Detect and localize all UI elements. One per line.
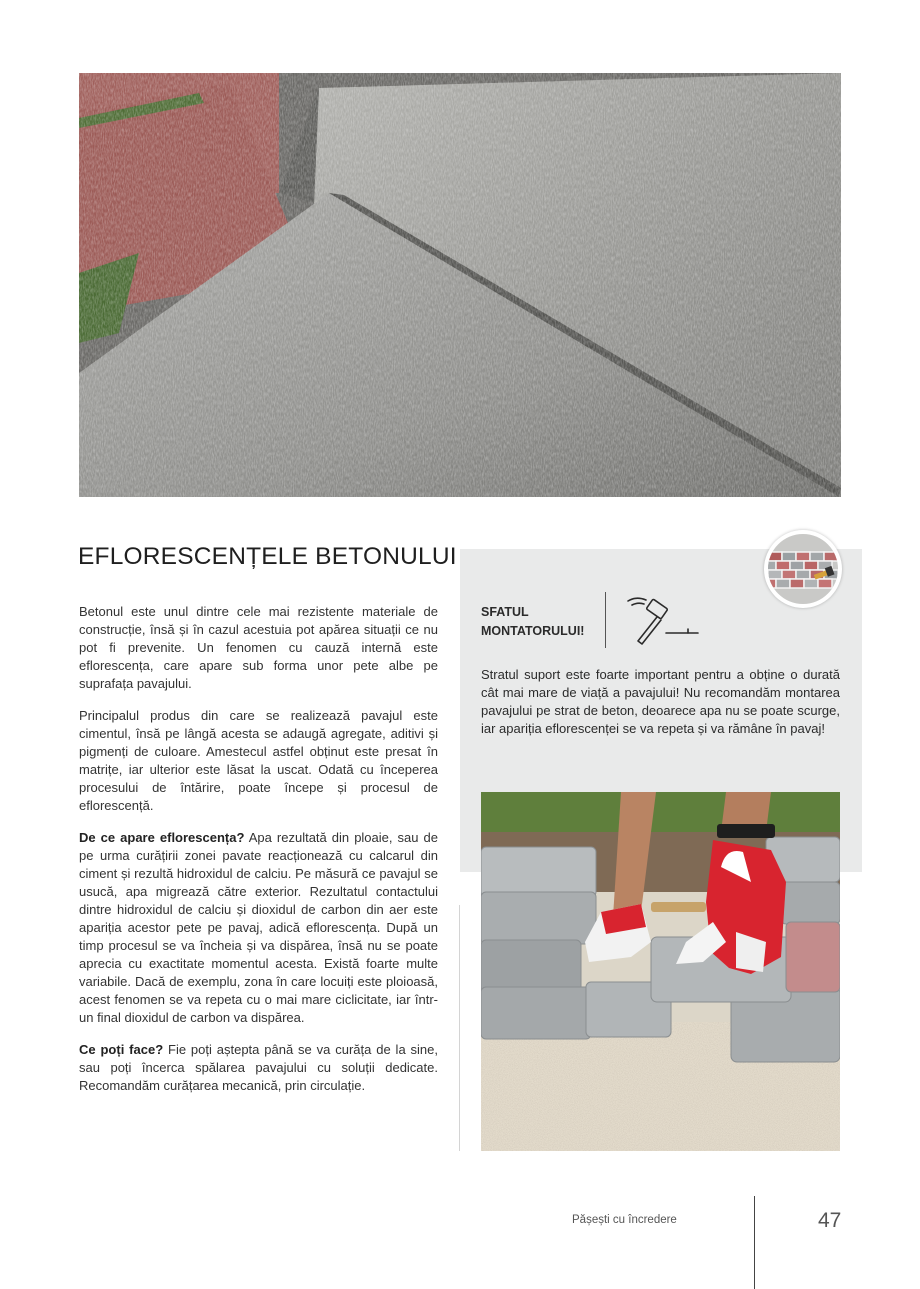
- installer-tip-label-line2: MONTATORULUI!: [481, 624, 585, 638]
- installer-tip-text: Stratul suport este foarte important pentru a obține o durată cât mai mare de viață a pavajului! Nu recomandăm montarea pavajului pe strat de beton, deoarece apa nu se poate scurge, iar apariția eflorescenței se va repeta și va rămâne în pavaj!: [481, 667, 840, 736]
- paving-badge-photo: [764, 530, 842, 608]
- tip-divider: [605, 592, 606, 648]
- footer-divider: [754, 1196, 755, 1289]
- column-divider: [459, 905, 460, 1151]
- paving-thumbnail: [768, 534, 838, 604]
- what-to-do-lead: Ce poți face?: [79, 1042, 164, 1057]
- footer-tagline: Pășești cu încredere: [572, 1214, 677, 1226]
- installer-tip-label-line1: SFATUL: [481, 605, 529, 619]
- what-to-do-text: Fie poți aștepta până se va curăța de la sine, sau poți încerca spălarea pavajului cu soluții dedicate. Recomandăm curățarea mecanică, prin circulație.: [79, 1042, 438, 1093]
- installer-tip-label: [481, 603, 601, 641]
- article-body: [79, 603, 438, 1109]
- paragraph-intro: Betonul este unul dintre cele mai rezistente materiale de construcție, însă și în cazul acestuia pot apărea situații ce nu pot fi prevenite. Un fenomen cu cauză internă este eflorescența, care apare sub forma unor pete albe pe suprafața pavajului.: [79, 604, 438, 691]
- page-title: EFLORESCENȚELE BETONULUI: [78, 543, 457, 570]
- hammer-icon: [624, 595, 702, 647]
- paragraph-what-to-do: [79, 1041, 438, 1095]
- hero-photo-efflorescence: [79, 73, 841, 497]
- photo-laying-pavers: [481, 792, 840, 1151]
- why-lead: De ce apare eflorescența?: [79, 830, 245, 845]
- why-text: Apa rezultată din ploaie, sau de pe urma curățirii zonei pavate reacționează cu calcarul din ciment și rezultă hidroxidul de calciu. Pe măsură ce pavajul se usucă, apa migrează către exterior. Rezultatul contactului dintre hidroxidul de calciu și dioxidul de carbon din aer este apariția acestor pete pe pavaj, adică eflorescența. După un timp procesul se va încheia și va dispărea, însă nu se poate aprecia cu exactitate momentul acesta. Există foarte multe variabile. Dacă de exemplu, zona în care locuiți este ploioasă, acest fenomen se va repeta cu o mai mare ciclicitate, iar într-un final dioxidul de carbon va dispărea.: [79, 830, 438, 1025]
- paragraph-why: [79, 829, 438, 1027]
- paragraph-composition: Principalul produs din care se realizează pavajul este cimentul, însă pe lângă acesta se adaugă agregate, aditivi și pigmenți de culoare. Amestecul astfel obținut este presat în matrițe, iar ulterior este lăsat la uscat. Odată cu începerea procesului de întărire, poate începe și procesul de eflorescență.: [79, 708, 438, 813]
- page-number: 47: [818, 1209, 842, 1232]
